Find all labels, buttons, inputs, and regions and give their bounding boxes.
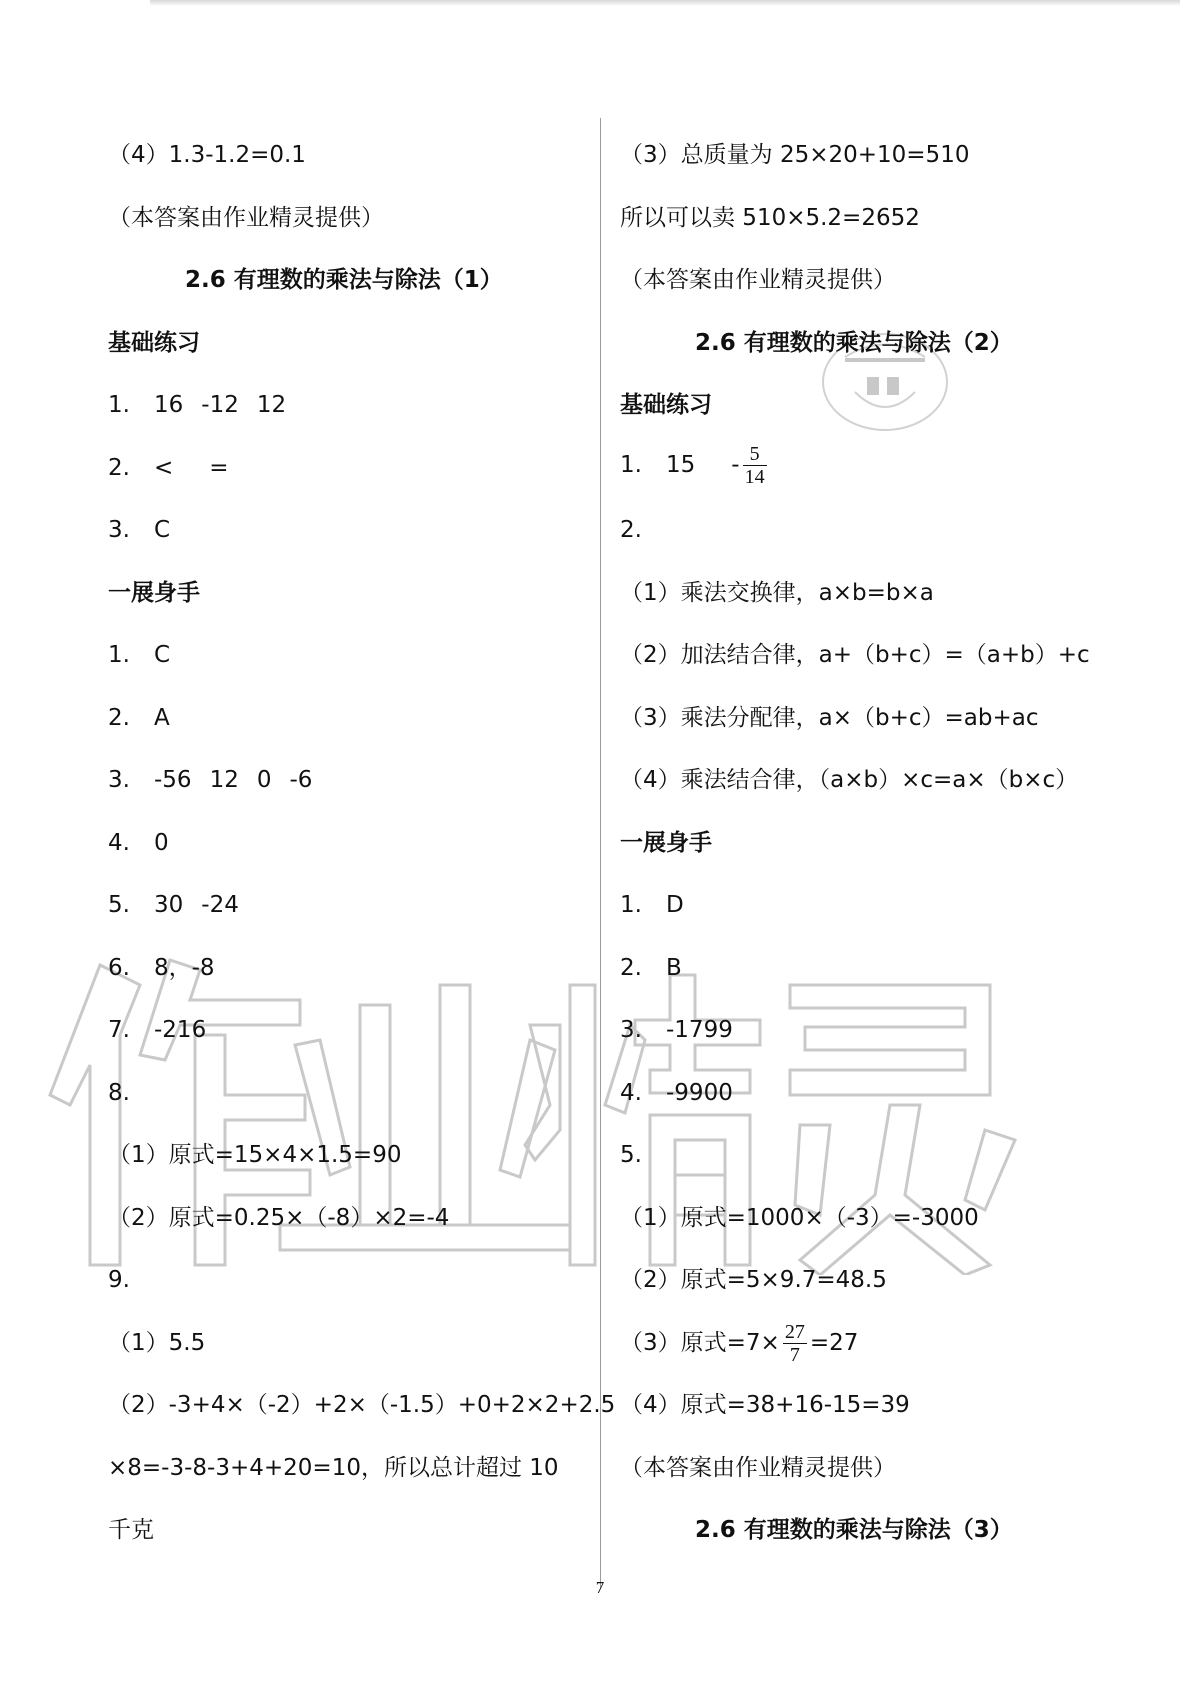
- answer-line: （1）原式=15×4×1.5=90: [108, 1142, 402, 1168]
- answer-line: ×8=-3-8-3+4+20=10，所以总计超过 10: [108, 1455, 559, 1481]
- answer-line: （2）加法结合律，a+（b+c）=（a+b）+c: [620, 642, 1090, 668]
- answer-line: 2. B: [620, 955, 682, 981]
- page-number: 7: [595, 1578, 605, 1597]
- section-title: 2.6 有理数的乘法与除法（2）: [695, 330, 1013, 356]
- answer-line: 5. 30 -24: [108, 892, 239, 918]
- answer-line: （2）原式=5×9.7=48.5: [620, 1267, 887, 1293]
- answer-line: 9.: [108, 1267, 130, 1293]
- fraction: $\frac{5}{14}$: [744, 443, 765, 488]
- credit-note: （本答案由作业精灵提供）: [108, 205, 384, 231]
- answer-line: 2. < =: [108, 455, 229, 481]
- answer-line: （2）-3+4×（-2）+2×（-1.5）+0+2×2+2.5: [108, 1392, 616, 1418]
- subsection-heading: 一展身手: [620, 830, 712, 856]
- answer-line: （3）原式=7× $\frac{27}{7}$ =27: [620, 1321, 859, 1366]
- answer-line: （3）乘法分配律，a×（b+c）=ab+ac: [620, 705, 1039, 731]
- section-title: 2.6 有理数的乘法与除法（3）: [695, 1517, 1013, 1543]
- subsection-heading: 一展身手: [108, 580, 200, 606]
- answer-line: 2. A: [108, 705, 170, 731]
- answer-line: （4）乘法结合律，（a×b）×c=a×（b×c）: [620, 767, 1079, 793]
- credit-note: （本答案由作业精灵提供）: [620, 1455, 896, 1481]
- answer-line: （2）原式=0.25×（-8）×2=-4: [108, 1205, 450, 1231]
- answer-line: 千克: [108, 1517, 154, 1543]
- answer-line: 7. -216: [108, 1017, 207, 1043]
- fraction: $\frac{27}{7}$: [784, 1321, 805, 1366]
- top-edge-shadow: [150, 0, 1180, 6]
- answer-line: （3）总质量为 25×20+10=510: [620, 142, 970, 168]
- answer-line: （4）1.3-1.2=0.1: [108, 142, 306, 168]
- answer-line: 8.: [108, 1080, 130, 1106]
- answer-line: （1）5.5: [108, 1330, 206, 1356]
- answer-line: 所以可以卖 510×5.2=2652: [620, 205, 920, 231]
- answer-line: 3. -56 12 0 -6: [108, 767, 313, 793]
- credit-note: （本答案由作业精灵提供）: [620, 267, 896, 293]
- answer-line: 5.: [620, 1142, 642, 1168]
- answer-line: 1. 15 - $\frac{5}{14}$: [620, 443, 765, 488]
- answer-line: 6. 8，-8: [108, 955, 215, 981]
- answer-line: （1）原式=1000×（-3）=-3000: [620, 1205, 979, 1231]
- answer-line: 3. -1799: [620, 1017, 733, 1043]
- subsection-heading: 基础练习: [620, 392, 712, 418]
- section-title: 2.6 有理数的乘法与除法（1）: [185, 267, 503, 293]
- answer-line: 1. C: [108, 642, 171, 668]
- answer-line: 1. 16 -12 12: [108, 392, 287, 418]
- answer-line: 2.: [620, 517, 642, 543]
- subsection-heading: 基础练习: [108, 330, 200, 356]
- answer-line: 4. -9900: [620, 1080, 733, 1106]
- column-divider: [600, 118, 601, 1588]
- answer-line: 1. D: [620, 892, 684, 918]
- answer-line: （1）乘法交换律，a×b=b×a: [620, 580, 934, 606]
- answer-line: 4. 0: [108, 830, 169, 856]
- answer-line: 3. C: [108, 517, 171, 543]
- answer-line: （4）原式=38+16-15=39: [620, 1392, 910, 1418]
